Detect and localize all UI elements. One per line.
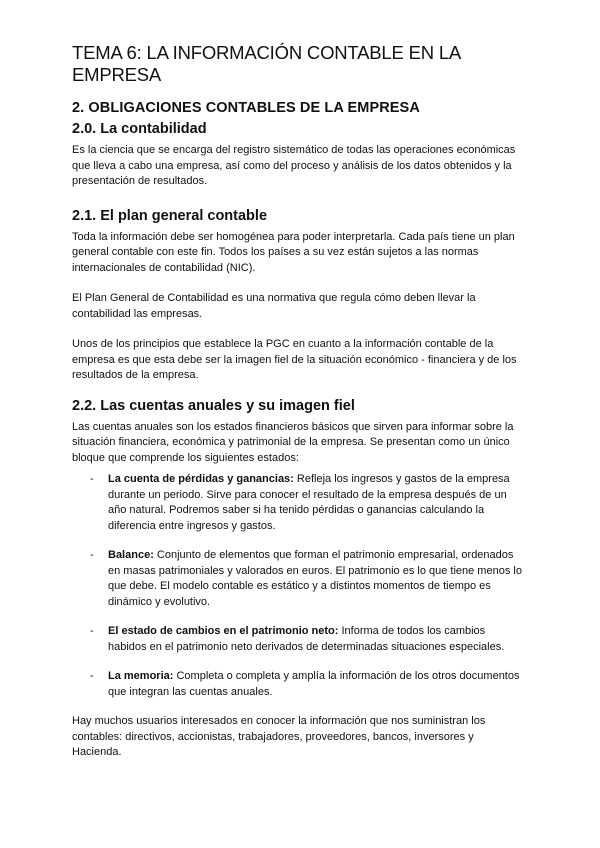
list-item-term: Balance: — [108, 549, 154, 561]
list-bullet: - — [90, 670, 94, 682]
list-item-term: La cuenta de pérdidas y ganancias: — [108, 473, 294, 485]
list-item-text: Completa o completa y amplía la información de los otros documentos que integran las cuentas anuales. — [108, 670, 520, 698]
section-2-0-text: Es la ciencia que se encarga del registro sistemático de todas las operaciones económicas que lleva a cabo una empresa, así como del proceso y análisis de los datos obtenidos y la presentación de resultados. — [72, 144, 516, 187]
list-item-text: Informa de todos los cambios habidos en el patrimonio neto derivados de determinadas situaciones especiales. — [108, 625, 505, 653]
list-bullet: - — [90, 549, 94, 561]
list-item-term: La memoria: — [108, 670, 174, 682]
section-2-2 — [72, 398, 524, 761]
section-2-1-paragraph-2: El Plan General de Contabilidad es una normativa que regula cómo deben llevar la contabilidad las empresas. — [72, 292, 476, 320]
list-item — [72, 669, 524, 700]
annual-accounts-list — [72, 472, 524, 700]
list-bullet: - — [90, 473, 94, 485]
section-2-heading: 2. OBLIGACIONES CONTABLES DE LA EMPRESA — [72, 100, 420, 116]
section-2-1-paragraph-3: Unos de los principios que establece la PGC en cuanto a la información contable de la empresa es que esta debe ser la imagen fiel de la situación económico - financiera y de los resultados de la empresa. — [72, 338, 517, 381]
section-2-0-heading: 2.0. La contabilidad — [72, 121, 207, 137]
section-2-2-closing: Hay muchos usuarios interesados en conocer la información que nos suministran los contables: directivos, accionistas, trabajadores, proveedores, bancos, inversores y Hacienda. — [72, 715, 486, 758]
list-item-text: Refleja los ingresos y gastos de la empresa durante un periodo. Sirve para conocer el resultado de la empresa después de un año natural. Podremos saber si ha tenido pérdidas o ganancias calculando la diferencia entre ingresos y gastos. — [108, 473, 510, 532]
list-item-term: El estado de cambios en el patrimonio neto: — [108, 625, 339, 637]
list-bullet: - — [90, 625, 94, 637]
list-item — [72, 472, 524, 534]
list-item — [72, 624, 524, 655]
section-2-2-heading: 2.2. Las cuentas anuales y su imagen fiel — [72, 397, 355, 414]
section-2-1 — [72, 208, 524, 384]
section-2-2-intro: Las cuentas anuales son los estados financieros básicos que sirven para informar sobre la situación financiera, económica y patrimonial de la empresa. Se presentan como un único bloque que comprende los siguientes estados: — [72, 420, 514, 464]
list-item — [72, 548, 524, 610]
section-2-0 — [72, 121, 524, 190]
list-item-text: Conjunto de elementos que forman el patrimonio empresarial, ordenados en masas patrimoniales y valorados en euros. El patrimonio es lo que tiene menos lo que debe. El modelo contable es estático y a distintos momentos de tiempo es dinámico y evolutivo. — [108, 549, 522, 608]
section-2-1-heading: 2.1. El plan general contable — [72, 207, 268, 224]
document-title: TEMA 6: LA INFORMACIÓN CONTABLE EN LA EMPRESA — [72, 42, 461, 85]
section-2-1-paragraph-1: Toda la información debe ser homogénea para poder interpretarla. Cada país tiene un plan general contable con este fin. Todos los países a su vez están sujetos a las normas internacionales de contabilidad (NIC). — [72, 230, 515, 274]
